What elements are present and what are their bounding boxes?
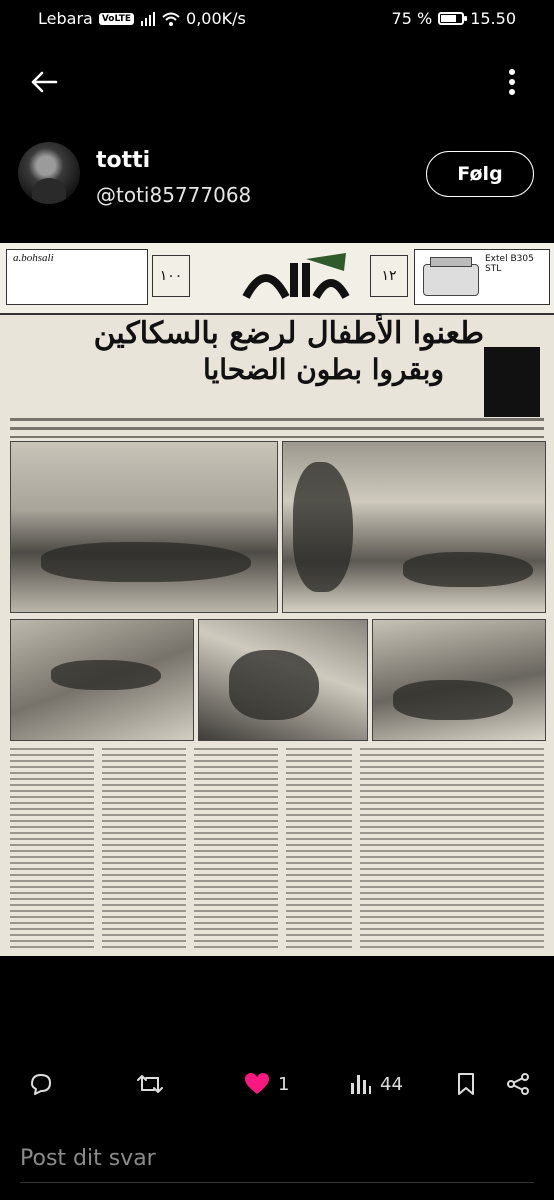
newspaper-subhead-lines: [10, 418, 544, 438]
masthead-ad-left: [6, 249, 148, 305]
ad-left-logo: a.bohsali: [13, 252, 54, 264]
avatar[interactable]: [18, 142, 80, 204]
photo-figure: [393, 680, 513, 720]
post-image[interactable]: [0, 243, 554, 956]
reply-icon: [28, 1072, 54, 1096]
photo-figure: [229, 650, 319, 720]
volte-badge: VoLTE: [99, 13, 134, 25]
battery-text: 75 %: [391, 9, 433, 28]
views-button[interactable]: [350, 1062, 403, 1106]
reply-input[interactable]: Post dit svar: [20, 1146, 156, 1171]
newspaper-photo-4: [198, 619, 368, 741]
newspaper-masthead: [0, 243, 554, 315]
view-count: 44: [380, 1073, 403, 1095]
text-column: [360, 748, 544, 952]
views-icon: [350, 1073, 372, 1095]
author-handle[interactable]: @toti85777068: [96, 183, 252, 207]
clock: 15.50: [470, 9, 516, 28]
reply-button[interactable]: [28, 1062, 54, 1106]
signal-icon: [140, 12, 156, 26]
back-button[interactable]: [22, 62, 66, 102]
top-bar: [0, 40, 554, 120]
reply-composer[interactable]: [0, 1138, 554, 1184]
headline-line-1: طعنوا الأطفال لرضع بالسكاكين: [93, 316, 484, 351]
text-column: [286, 748, 352, 952]
side-emblem: [484, 347, 540, 417]
battery-fill: [441, 15, 456, 22]
reply-underline: [20, 1182, 534, 1183]
newspaper-logo-icon: [236, 249, 356, 305]
share-icon: [506, 1072, 530, 1096]
newspaper-photo-3: [10, 619, 194, 741]
post-actions: [0, 1062, 554, 1106]
carrier-name: Lebara: [38, 9, 93, 28]
bookmark-icon: [456, 1072, 476, 1096]
newspaper-photo-5: [372, 619, 546, 741]
photo-figure: [293, 462, 353, 592]
newspaper-headline: [54, 315, 484, 387]
status-left: [38, 9, 246, 28]
text-column: [10, 748, 94, 952]
newspaper-photo-2: [282, 441, 546, 613]
more-options-button[interactable]: [492, 62, 532, 102]
photo-figure: [41, 542, 251, 582]
network-speed: 0,00K/s: [186, 9, 246, 28]
wifi-icon: [162, 12, 180, 26]
photo-figure: [51, 660, 161, 690]
price-box-right: ١٢: [370, 255, 408, 297]
share-button[interactable]: [506, 1062, 530, 1106]
price-box-left: ١٠٠: [152, 255, 190, 297]
battery-icon: [438, 12, 464, 25]
back-arrow-icon: [30, 71, 58, 93]
photo-figure: [403, 552, 533, 587]
status-right: [392, 9, 516, 28]
author-display-name[interactable]: totti: [96, 148, 151, 173]
ad-right-logo: Extel B305 STL: [485, 254, 534, 274]
repost-icon: [136, 1072, 164, 1096]
typewriter-icon: [423, 264, 479, 296]
more-vertical-icon: [508, 68, 516, 96]
text-column: [194, 748, 278, 952]
heart-filled-icon: [244, 1072, 270, 1096]
headline-line-2: وبقروا بطون الضحايا: [202, 353, 444, 386]
newspaper-photo-1: [10, 441, 278, 613]
like-button[interactable]: [244, 1062, 289, 1106]
text-column: [102, 748, 186, 952]
like-count: 1: [278, 1073, 290, 1095]
masthead-ad-right: [414, 249, 550, 305]
follow-button[interactable]: Følg: [426, 151, 534, 197]
status-bar: [0, 0, 554, 40]
bookmark-button[interactable]: [456, 1062, 476, 1106]
post-author: [0, 138, 554, 218]
newspaper-text-columns: [10, 748, 544, 952]
repost-button[interactable]: [136, 1062, 164, 1106]
